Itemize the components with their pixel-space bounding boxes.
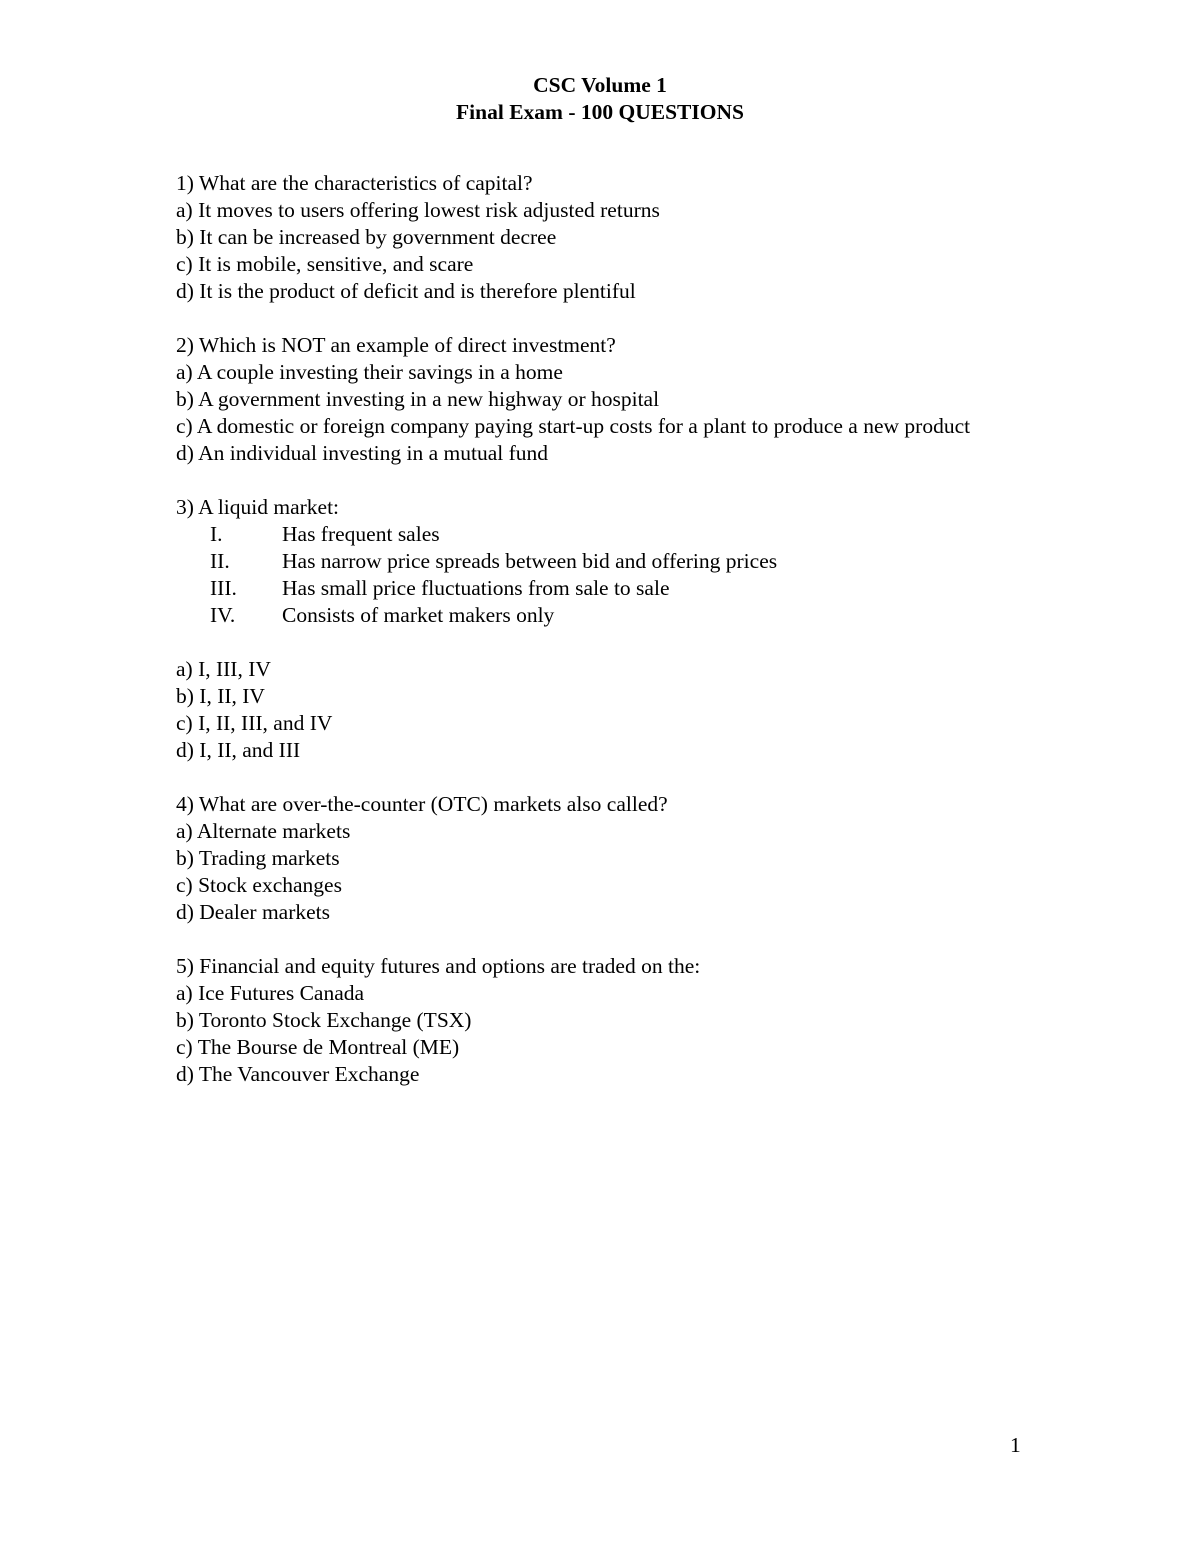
statement-text: Has narrow price spreads between bid and offering prices xyxy=(282,549,778,573)
answer-options xyxy=(176,359,996,467)
answer-option-a: a) It moves to users offering lowest risk adjusted returns xyxy=(176,198,660,222)
answer-option-c: c) Stock exchanges xyxy=(176,873,342,897)
statement-number: III. xyxy=(210,576,237,600)
question-5 xyxy=(176,953,996,1088)
answer-option-c: c) The Bourse de Montreal (ME) xyxy=(176,1035,460,1059)
answer-options xyxy=(176,818,996,926)
answer-option-d: d) The Vancouver Exchange xyxy=(176,1062,420,1086)
answer-options xyxy=(176,980,996,1088)
statement-row xyxy=(176,548,996,575)
answer-option-b: b) Trading markets xyxy=(176,846,340,870)
answer-option-a: a) I, III, IV xyxy=(176,657,271,681)
answer-option-b: b) Toronto Stock Exchange (TSX) xyxy=(176,1008,472,1032)
question-2 xyxy=(176,332,996,467)
statement-row xyxy=(176,521,996,548)
question-prompt: 4) What are over-the-counter (OTC) markets also called? xyxy=(176,792,668,816)
question-4 xyxy=(176,791,996,926)
answer-option-c: c) It is mobile, sensitive, and scare xyxy=(176,252,474,276)
question-prompt: 3) A liquid market: xyxy=(176,495,340,519)
answer-option-b: b) A government investing in a new highway or hospital xyxy=(176,387,660,411)
answer-option-c: c) A domestic or foreign company paying start-up costs for a plant to produce a new product xyxy=(176,414,971,438)
question-prompt: 1) What are the characteristics of capital? xyxy=(176,171,533,195)
answer-option-d: d) It is the product of deficit and is therefore plentiful xyxy=(176,279,636,303)
answer-option-d: d) Dealer markets xyxy=(176,900,331,924)
roman-statements xyxy=(176,521,996,629)
questions-list xyxy=(176,170,996,1115)
statement-text: Has small price fluctuations from sale to sale xyxy=(282,576,670,600)
document-subtitle: Final Exam - 100 QUESTIONS xyxy=(456,100,744,124)
answer-options xyxy=(176,656,996,764)
statement-row xyxy=(176,575,996,602)
question-1 xyxy=(176,170,996,305)
question-prompt: 5) Financial and equity futures and options are traded on the: xyxy=(176,954,701,978)
answer-option-d: d) I, II, and III xyxy=(176,738,301,762)
document-title: CSC Volume 1 xyxy=(533,73,667,97)
statement-number: I. xyxy=(210,522,223,546)
statement-text: Consists of market makers only xyxy=(282,603,555,627)
question-3 xyxy=(176,494,996,764)
answer-option-b: b) I, II, IV xyxy=(176,684,265,708)
statement-text: Has frequent sales xyxy=(282,522,440,546)
statement-row xyxy=(176,602,996,629)
answer-option-d: d) An individual investing in a mutual fund xyxy=(176,441,549,465)
question-prompt: 2) Which is NOT an example of direct investment? xyxy=(176,333,616,357)
answer-option-a: a) A couple investing their savings in a home xyxy=(176,360,563,384)
answer-options xyxy=(176,197,996,305)
statement-number: IV. xyxy=(210,603,236,627)
title-block xyxy=(0,72,1200,126)
answer-option-c: c) I, II, III, and IV xyxy=(176,711,333,735)
statement-number: II. xyxy=(210,549,230,573)
answer-option-a: a) Alternate markets xyxy=(176,819,351,843)
page-number: 1 xyxy=(1010,1433,1021,1457)
answer-option-b: b) It can be increased by government decree xyxy=(176,225,557,249)
answer-option-a: a) Ice Futures Canada xyxy=(176,981,365,1005)
